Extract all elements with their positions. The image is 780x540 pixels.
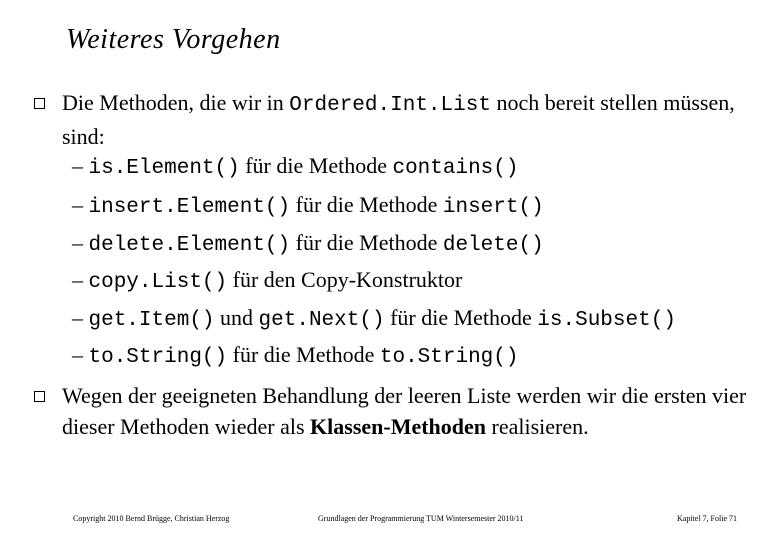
sub-item-code: is.Subset()	[537, 309, 676, 332]
sub-item-text: für die Methode	[290, 192, 443, 217]
footer-slide-number: Kapitel 7, Folie 71	[677, 514, 737, 523]
sub-item-code: copy.List()	[88, 271, 228, 294]
sub-item-code: insert()	[442, 196, 544, 219]
sub-item-text: für den Copy-Konstruktor	[227, 267, 463, 292]
sub-item-copy-list	[72, 266, 462, 297]
sub-item-text: für die Methode	[384, 305, 538, 330]
sub-item-code: insert.Element()	[88, 196, 291, 219]
sub-item-delete-element	[72, 229, 544, 260]
bullet-text-pre: Die Methoden, die wir in	[62, 90, 290, 115]
sub-item-insert-element	[72, 191, 544, 222]
dash-icon: –	[72, 305, 83, 330]
bullet-text-post: realisieren.	[486, 414, 589, 439]
sub-item-get-item	[72, 304, 676, 335]
sub-item-code: to.String()	[379, 346, 519, 369]
sub-item-code: delete.Element()	[88, 234, 291, 257]
sub-item-code: delete()	[442, 234, 544, 257]
square-bullet-icon	[34, 98, 45, 109]
sub-item-code: to.String()	[88, 346, 228, 369]
bullet-bold-text: Klassen-Methoden	[310, 414, 487, 439]
sub-item-code: get.Item()	[88, 309, 215, 332]
sub-item-code: is.Element()	[88, 157, 240, 180]
slide-title: Weiteres Vorgehen	[66, 24, 281, 55]
footer-copyright: Copyright 2010 Bernd Brügge, Christian Herzog	[73, 514, 230, 523]
bullet-item-class-methods	[34, 380, 762, 442]
bullet-item-methods	[34, 87, 762, 152]
dash-icon: –	[72, 267, 83, 292]
sub-item-text: für die Methode	[239, 153, 393, 178]
dash-icon: –	[72, 342, 83, 367]
bullet-code: Ordered.Int.List	[289, 94, 491, 117]
footer-course: Grundlagen der Programmierung TUM Wintersemester 2010/11	[318, 514, 524, 523]
sub-item-code: contains()	[392, 157, 519, 180]
square-bullet-icon	[34, 391, 45, 402]
sub-item-code: get.Next()	[258, 309, 385, 332]
sub-item-is-element	[72, 152, 519, 183]
dash-icon: –	[72, 230, 83, 255]
bullet-text-post: noch bereit stellen müssen, sind:	[62, 90, 735, 149]
sub-item-text: für die Methode	[227, 342, 380, 367]
bullet-text-pre: Wegen der geeigneten Behandlung der leeren Liste werden wir die ersten vier dieser Methoden wieder als	[62, 383, 747, 439]
sub-item-to-string	[72, 341, 518, 372]
dash-icon: –	[72, 192, 83, 217]
dash-icon: –	[72, 153, 83, 178]
sub-item-text: und	[214, 305, 259, 330]
sub-item-text: für die Methode	[290, 230, 443, 255]
